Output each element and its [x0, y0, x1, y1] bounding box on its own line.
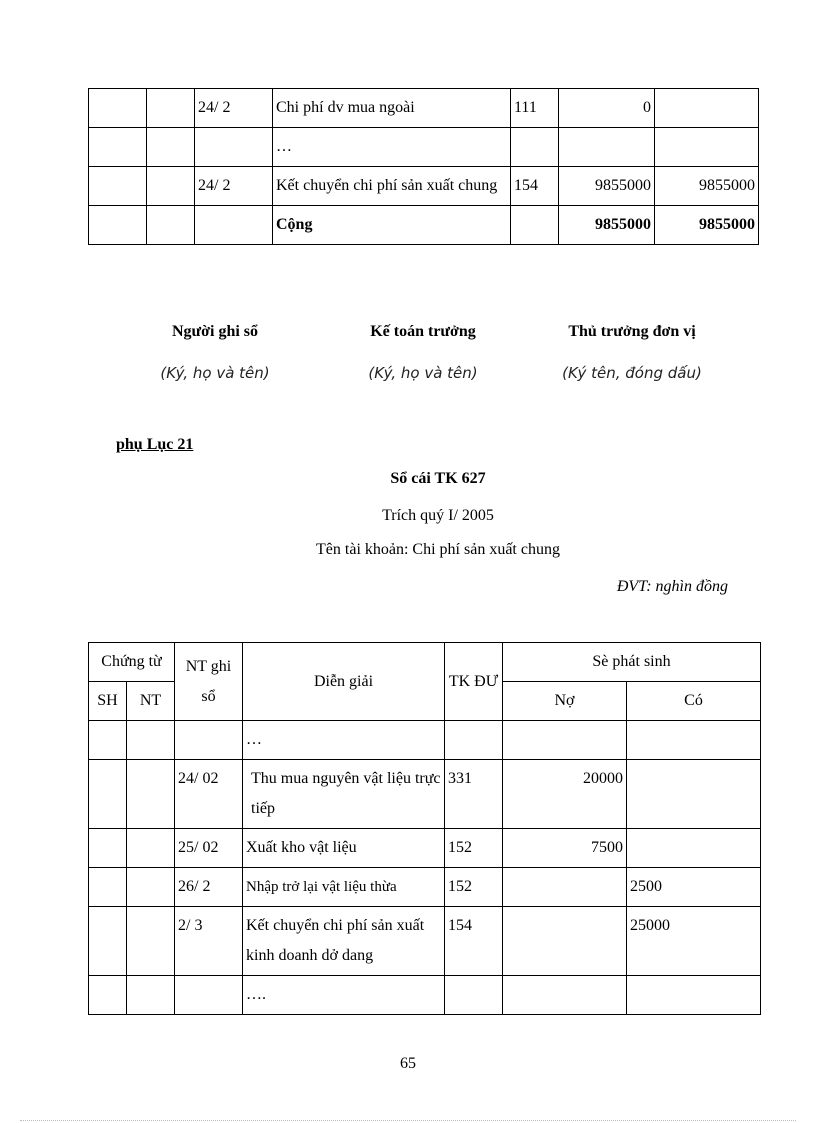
table-row: [89, 907, 761, 976]
cell-credit: [627, 721, 761, 760]
cell-acct: 154: [445, 907, 503, 976]
cell-desc: Xuất kho vật liệu: [243, 829, 445, 868]
header-sh: SH: [89, 682, 127, 721]
table-row: [89, 721, 761, 760]
header-description: Diễn giải: [243, 643, 445, 721]
cell-credit: [627, 829, 761, 868]
cell-nt: [127, 721, 175, 760]
cell-acct: [445, 721, 503, 760]
ledger-account-name: Tên tài khoản: Chi phí sản xuất chung: [316, 541, 560, 558]
cell-desc: …: [273, 128, 511, 167]
cell-desc: Kết chuyển chi phí sản xuất kinh doanh dở dang: [243, 907, 445, 976]
cell-sh: [89, 89, 147, 128]
cell-empty: [89, 206, 147, 245]
cell-nt: [127, 907, 175, 976]
cell-empty: [511, 206, 559, 245]
header-row: [89, 643, 761, 682]
cell-date: [175, 976, 243, 1015]
cell-sh: [89, 829, 127, 868]
cell-debit: 7500: [503, 829, 627, 868]
cell-date: 26/ 2: [175, 868, 243, 907]
general-ledger-table: [88, 642, 761, 1015]
cell-date: 25/ 02: [175, 829, 243, 868]
cell-nt: [127, 868, 175, 907]
table-row: [89, 89, 759, 128]
cell-sh: [89, 167, 147, 206]
cell-credit: [655, 128, 759, 167]
cell-sh: [89, 868, 127, 907]
cell-desc: Kết chuyển chi phí sản xuất chung: [273, 167, 511, 206]
cell-sh: [89, 976, 127, 1015]
cell-credit: [627, 760, 761, 829]
table-row: [89, 868, 761, 907]
cell-desc: …: [243, 721, 445, 760]
cell-debit: [503, 721, 627, 760]
cell-date: [175, 721, 243, 760]
cell-credit: [627, 976, 761, 1015]
table-row: [89, 167, 759, 206]
cell-sh: [89, 721, 127, 760]
table-row: [89, 128, 759, 167]
cell-debit: [503, 976, 627, 1015]
cell-desc: Nhập trở lại vật liệu thừa: [243, 868, 445, 907]
header-amounts: Sè phát sinh: [503, 643, 761, 682]
cell-desc: Thu mua nguyên vật liệu trực tiếp: [243, 760, 445, 829]
cell-acct: [511, 128, 559, 167]
cell-date: 24/ 2: [195, 167, 273, 206]
cell-date: [195, 128, 273, 167]
head-title: Thủ trưởng đơn vị: [568, 323, 696, 340]
cell-nt: [127, 760, 175, 829]
header-credit: Có: [627, 682, 761, 721]
cell-acct: 111: [511, 89, 559, 128]
total-credit: 9855000: [655, 206, 759, 245]
cell-credit: [655, 89, 759, 128]
cell-sh: [89, 907, 127, 976]
cell-empty: [147, 206, 195, 245]
cell-nt: [147, 128, 195, 167]
cell-acct: [445, 976, 503, 1015]
recorder-title: Người ghi sổ: [171, 323, 259, 340]
cell-debit: 0: [559, 89, 655, 128]
page-number: 65: [400, 1055, 416, 1072]
cell-acct: 154: [511, 167, 559, 206]
cell-nt: [127, 829, 175, 868]
page-divider: [20, 1120, 796, 1121]
table-row: [89, 760, 761, 829]
total-debit: 9855000: [559, 206, 655, 245]
cell-credit: 25000: [627, 907, 761, 976]
header-nt: NT: [127, 682, 175, 721]
cell-date: 24/ 2: [195, 89, 273, 128]
cell-nt: [147, 167, 195, 206]
table-row: [89, 976, 761, 1015]
cell-nt: [147, 89, 195, 128]
appendix-label: phụ Lục 21: [116, 436, 194, 453]
recorder-note: (Ký, họ và tên): [160, 364, 270, 382]
total-label: Cộng: [273, 206, 511, 245]
cell-empty: [195, 206, 273, 245]
cell-date: 24/ 02: [175, 760, 243, 829]
ledger-title: Sổ cái TK 627: [390, 470, 486, 487]
cell-acct: 331: [445, 760, 503, 829]
cell-desc: ….: [243, 976, 445, 1015]
header-debit: Nợ: [503, 682, 627, 721]
cell-debit: [503, 907, 627, 976]
cell-debit: 20000: [503, 760, 627, 829]
top-ledger-table: [88, 88, 759, 245]
cell-credit: 9855000: [655, 167, 759, 206]
cell-desc: Chi phí dv mua ngoài: [273, 89, 511, 128]
cell-acct: 152: [445, 829, 503, 868]
total-row: [89, 206, 759, 245]
cell-credit: 2500: [627, 868, 761, 907]
cell-debit: 9855000: [559, 167, 655, 206]
cell-date: 2/ 3: [175, 907, 243, 976]
table-row: [89, 829, 761, 868]
cell-sh: [89, 128, 147, 167]
chief-accountant-title: Kế toán trưởng: [370, 323, 476, 340]
cell-acct: 152: [445, 868, 503, 907]
ledger-period: Trích quý I/ 2005: [382, 507, 494, 524]
cell-debit: [503, 868, 627, 907]
unit-label: ĐVT: nghìn đồng: [616, 578, 728, 595]
header-voucher: Chứng từ: [89, 643, 175, 682]
cell-sh: [89, 760, 127, 829]
header-nt-ghi-so: NT ghi sổ: [175, 643, 243, 721]
cell-debit: [559, 128, 655, 167]
chief-accountant-note: (Ký, họ và tên): [368, 364, 478, 382]
cell-nt: [127, 976, 175, 1015]
header-tk-du: TK ĐƯ: [445, 643, 503, 721]
head-note: (Ký tên, đóng dấu): [562, 364, 702, 382]
